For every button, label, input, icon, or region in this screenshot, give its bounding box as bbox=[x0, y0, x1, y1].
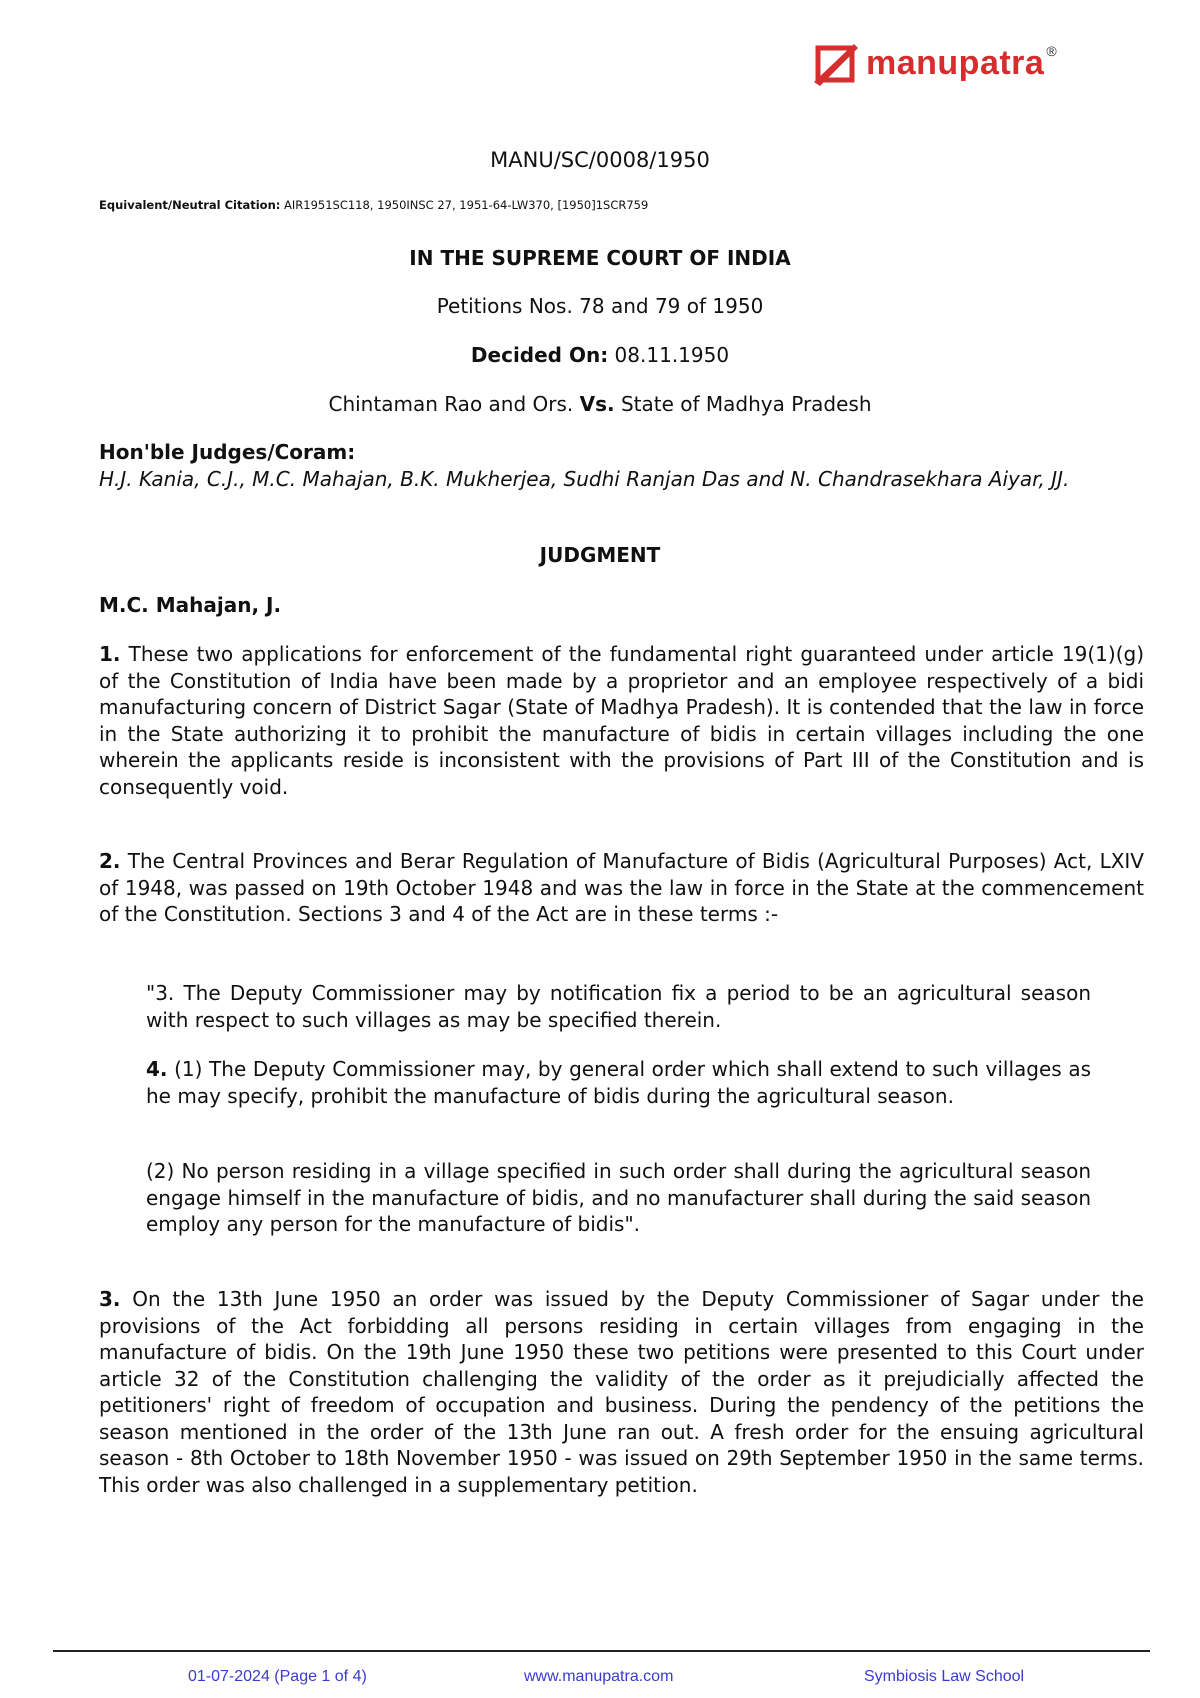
registered-mark: ® bbox=[1046, 43, 1057, 59]
equivalent-citation-value: AIR1951SC118, 1950INSC 27, 1951-64-LW370, [1950]1SCR759 bbox=[280, 198, 649, 212]
equivalent-citation bbox=[99, 198, 648, 212]
paragraph-1 bbox=[99, 641, 1144, 800]
paragraph-2-text: The Central Provinces and Berar Regulation of Manufacture of Bidis (Agricultural Purposes) Act, LXIV of 1948, was passed on 19th October 1948 and was the law in force in the State at the commencement of the Constitution. Sections 3 and 4 of the Act are in these terms :- bbox=[99, 849, 1144, 926]
quoted-section-4-1 bbox=[146, 1056, 1091, 1109]
paragraph-2 bbox=[99, 848, 1144, 928]
equivalent-citation-label: Equivalent/Neutral Citation: bbox=[99, 198, 281, 212]
judgment-author: M.C. Mahajan, J. bbox=[99, 593, 282, 617]
paragraph-1-text: These two applications for enforcement of the fundamental right guaranteed under article 19(1)(g) of the Constitution of India have been made by a proprietor and an employee respectively of a bidi manufacturing concern of District Sagar (State of Madhya Pradesh). It is contended that the law in force in the State authorizing it to prohibit the manufacture of bidis in certain villages including the one wherein the applicants reside is inconsistent with the provisions of Part III of the Constitution and is consequently void. bbox=[99, 642, 1144, 799]
quoted-section-4-number: 4. bbox=[146, 1057, 168, 1081]
court-name: IN THE SUPREME COURT OF INDIA bbox=[409, 246, 791, 270]
footer-website-link[interactable]: www.manupatra.com bbox=[524, 1668, 674, 1685]
citation-number: MANU/SC/0008/1950 bbox=[490, 148, 710, 172]
paragraph-3-text: On the 13th June 1950 an order was issued by the Deputy Commissioner of Sagar under the provisions of the Act forbidding all persons residing in certain villages from engaging in the manufacture of bidis. On the 19th June 1950 these two petitions were presented to this Court under article 32 of the Constitution challenging the validity of the order as it prejudicially affected the petitioners' right of freedom of occupation and business. During the pendency of the petitions the season mentioned in the order of the 13th June ran out. A fresh order for the ensuing agricultural season - 8th October to 18th November 1950 - was issued on 29th September 1950 in the same terms. This order was also challenged in a supplementary petition. bbox=[99, 1287, 1144, 1497]
paragraph-1-number: 1. bbox=[99, 642, 121, 666]
versus-label: Vs. bbox=[579, 392, 615, 416]
decided-on-label: Decided On: bbox=[470, 343, 609, 367]
judgment-heading: JUDGMENT bbox=[539, 543, 661, 567]
petition-numbers: Petitions Nos. 78 and 79 of 1950 bbox=[436, 294, 764, 318]
quoted-section-4-1-text: (1) The Deputy Commissioner may, by general order which shall extend to such villages as he may specify, prohibit the manufacture of bidis during the agricultural season. bbox=[146, 1057, 1091, 1108]
brand-name: manupatra bbox=[866, 43, 1045, 82]
decided-on bbox=[0, 343, 1200, 367]
footer-institution: Symbiosis Law School bbox=[864, 1668, 1025, 1685]
paragraph-3 bbox=[99, 1286, 1144, 1498]
decided-on-date: 08.11.1950 bbox=[608, 343, 730, 367]
case-parties bbox=[0, 392, 1200, 416]
respondent: State of Madhya Pradesh bbox=[614, 392, 872, 416]
quoted-section-4-2: (2) No person residing in a village specified in such order shall during the agricultural season engage himself in the manufacture of bidis, and no manufacturer shall during the said season employ any person for the manufacture of bidis". bbox=[146, 1159, 1091, 1236]
coram-judges: H.J. Kania, C.J., M.C. Mahajan, B.K. Mukherjea, Sudhi Ranjan Das and N. Chandrasekhara Aiyar, JJ. bbox=[99, 467, 1070, 491]
petitioner: Chintaman Rao and Ors. bbox=[328, 392, 580, 416]
paragraph-3-number: 3. bbox=[99, 1287, 121, 1311]
footer-divider bbox=[53, 1650, 1150, 1652]
brand-logo bbox=[812, 38, 1112, 88]
footer-date-page: 01-07-2024 (Page 1 of 4) bbox=[188, 1668, 367, 1685]
coram-heading: Hon'ble Judges/Coram: bbox=[99, 440, 356, 464]
paragraph-2-number: 2. bbox=[99, 849, 121, 873]
manupatra-logo-icon bbox=[812, 40, 858, 86]
quoted-section-3: "3. The Deputy Commissioner may by notification fix a period to be an agricultural season with respect to such villages as may be specified therein. bbox=[146, 981, 1091, 1032]
